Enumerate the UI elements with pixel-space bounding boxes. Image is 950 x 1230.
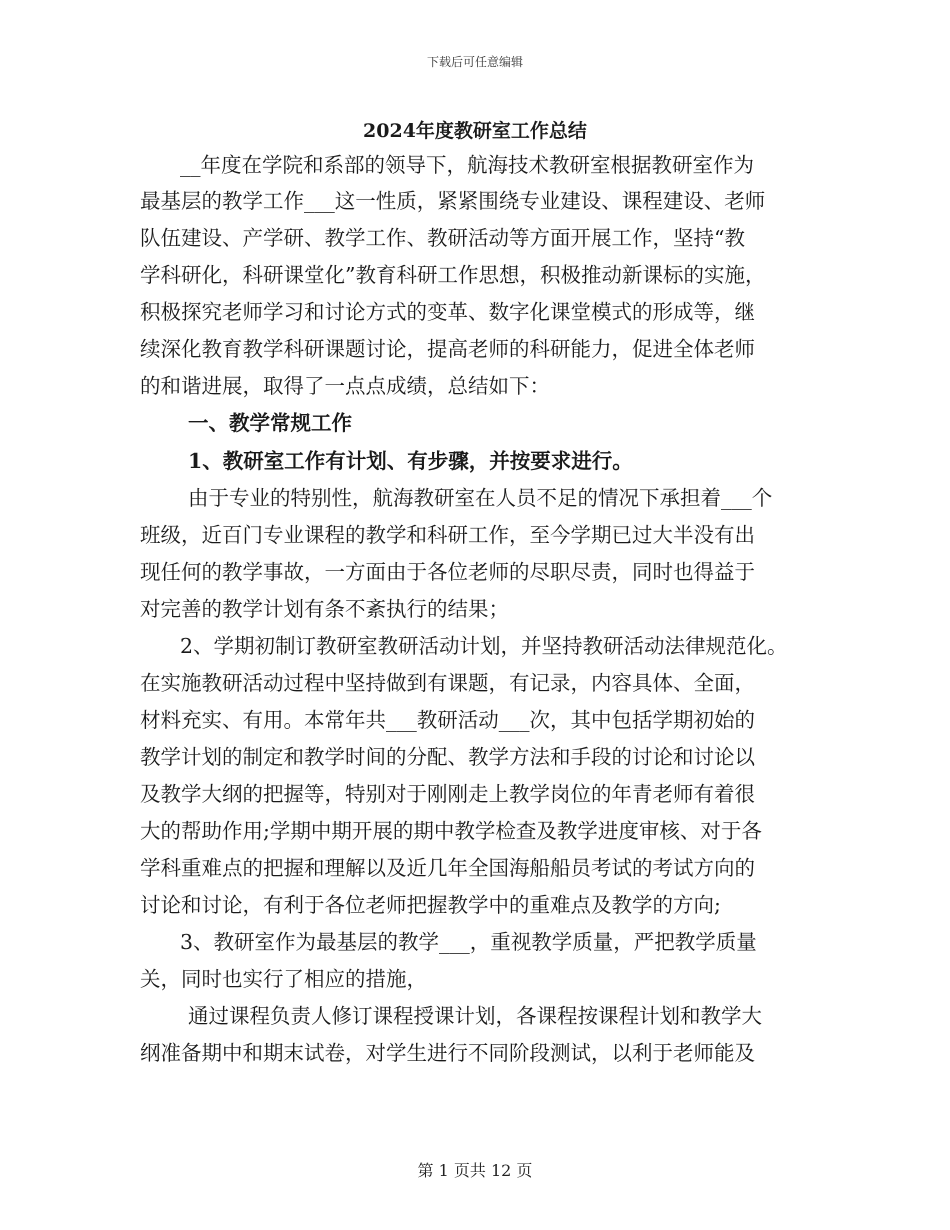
- paragraph-line: 积极探究老师学习和讨论方式的变革、数字化课堂模式的形成等，继: [140, 300, 755, 324]
- paragraph-line: 材料充实、有用。本常年共___教研活动___次，其中包括学期初始的: [140, 708, 755, 732]
- paragraph-line: 学科研化，科研课堂化”教育科研工作思想，积极推动新课标的实施，: [140, 263, 766, 287]
- page-number-footer: 第 1 页共 12 页: [417, 1161, 533, 1180]
- paragraph-line: 及教学大纲的把握等，特别对于刚刚走上教学岗位的年青老师有着很: [140, 782, 755, 806]
- paragraph-line: 由于专业的特别性，航海教研室在人员不足的情况下承担着___个: [188, 486, 773, 510]
- paragraph-line: 在实施教研活动过程中坚持做到有课题，有记录，内容具体、全面，: [140, 671, 755, 695]
- paragraph-line: 的和谐进展，取得了一点点成绩，总结如下：: [140, 374, 550, 398]
- paragraph-line: 通过课程负责人修订课程授课计划，各课程按课程计划和教学大: [188, 1004, 762, 1028]
- paragraph-line: 现任何的教学事故，一方面由于各位老师的尽职尽责，同时也得益于: [140, 560, 755, 584]
- paragraph-line: 教学计划的制定和教学时间的分配、教学方法和手段的讨论和讨论以: [140, 745, 755, 769]
- paragraph-line: __年度在学院和系部的领导下，航海技术教研室根据教研室作为: [180, 153, 754, 177]
- paragraph-line: 续深化教育教学科研课题讨论，提高老师的科研能力，促进全体老师: [140, 337, 755, 361]
- paragraph-line: 对完善的教学计划有条不紊执行的结果；: [140, 597, 509, 621]
- paragraph-line: 纲准备期中和期末试卷，对学生进行不同阶段测试，以利于老师能及: [140, 1041, 755, 1065]
- document-title: 2024年度教研室工作总结: [363, 120, 587, 142]
- subsection-heading: 1、教研室工作有计划、有步骤，并按要求进行。: [188, 449, 633, 473]
- paragraph-line: 讨论和讨论，有利于各位老师把握教学中的重难点及教学的方向;: [140, 893, 721, 917]
- paragraph-line: 大的帮助作用;学期中期开展的期中教学检查及教学进度审核、对于各: [140, 819, 762, 843]
- page-header-note: 下载后可任意编辑: [426, 55, 523, 69]
- paragraph-line: 队伍建设、产学研、教学工作、教研活动等方面开展工作，坚持“教: [140, 226, 745, 250]
- paragraph-line: 3、教研室作为最基层的教学___，重视教学质量，严把教学质量: [180, 930, 757, 954]
- paragraph-line: 关，同时也实行了相应的措施，: [140, 967, 427, 991]
- paragraph-line: 学科重难点的把握和理解以及近几年全国海船船员考试的考试方向的: [140, 856, 755, 880]
- paragraph-line: 班级，近百门专业课程的教学和科研工作，至今学期已过大半没有出: [140, 523, 755, 547]
- section-heading: 一、教学常规工作: [188, 411, 352, 435]
- paragraph-line: 2、学期初制订教研室教研活动计划，并坚持教研活动法律规范化。: [180, 634, 788, 658]
- paragraph-line: 最基层的教学工作___这一性质，紧紧围绕专业建设、课程建设、老师: [140, 189, 766, 213]
